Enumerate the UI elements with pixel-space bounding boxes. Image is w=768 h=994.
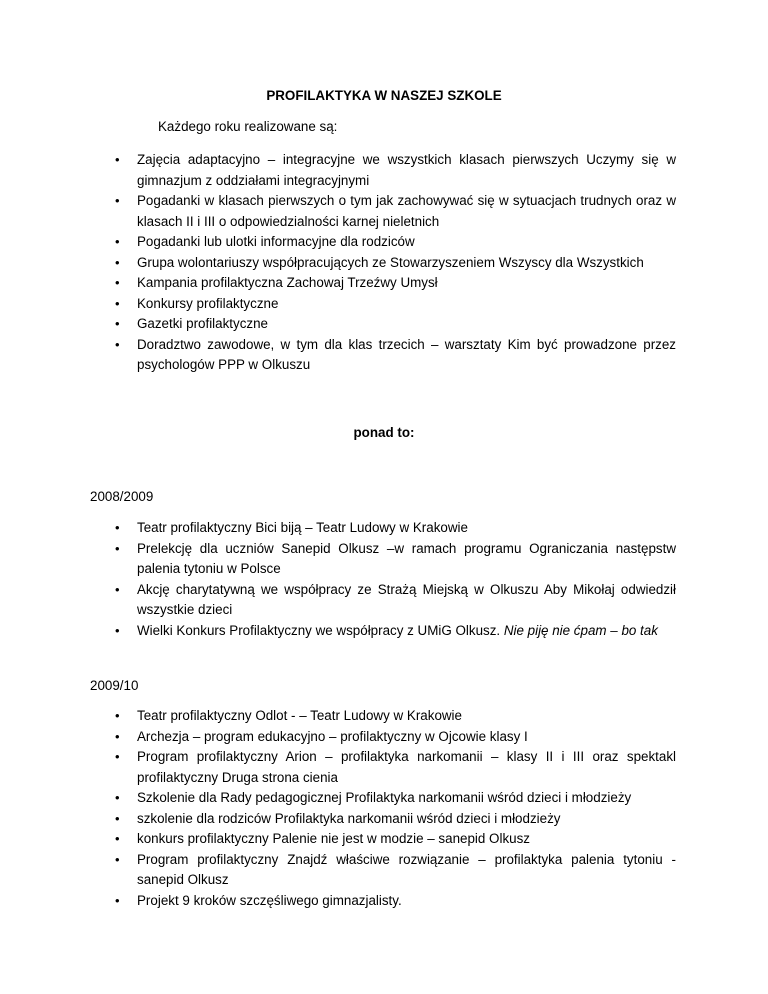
list-item [115, 314, 676, 335]
list-item [115, 518, 676, 539]
list-item-text: Wielki Konkurs Profilaktyczny we współpracy z UMiG Olkusz. [137, 622, 504, 638]
list-item [115, 539, 676, 580]
year-heading-2009: 2009/10 [90, 678, 139, 693]
year-2009-list [115, 706, 676, 911]
list-item-text: Grupa wolontariuszy współpracujących ze Stowarzyszeniem Wszyscy dla Wszystkich [137, 254, 644, 270]
list-item-text: szkolenie dla rodziców Profilaktyka narkomanii wśród dzieci i młodzieży [137, 810, 561, 826]
bullet-icon: • [115, 708, 120, 723]
list-item [115, 273, 676, 294]
bullet-icon: • [115, 540, 120, 556]
list-item-text: Kampania profilaktyczna Zachowaj Trzeźwy Umysł [137, 275, 438, 290]
bullet-icon: • [115, 295, 120, 311]
bullet-icon: • [115, 790, 120, 805]
list-item [115, 829, 676, 850]
list-item [115, 232, 676, 253]
bullet-icon: • [115, 254, 120, 270]
list-item [115, 621, 676, 642]
bullet-icon: • [115, 749, 120, 764]
list-item-text: Szkolenie dla Rady pedagogicznej Profilaktyka narkomanii wśród dzieci i młodzieży [137, 790, 632, 805]
bullet-icon: • [115, 810, 120, 826]
list-item-text: Akcję charytatywną we współpracy ze Strażą Miejską w Olkuszu Aby Mikołaj odwiedził wszystkie dzieci [137, 581, 676, 617]
list-item [115, 727, 676, 748]
list-item [115, 850, 676, 891]
bullet-icon: • [115, 892, 120, 908]
list-item [115, 335, 676, 376]
bullet-icon: • [115, 831, 120, 846]
list-item-text: Program profilaktyczny Znajdź właściwe rozwiązanie – profilaktyka palenia tytoniu - sanepid Olkusz [137, 851, 676, 887]
list-item-text: Pogadanki w klasach pierwszych o tym jak zachowywać się w sytuacjach trudnych oraz w klasach II i III o odpowiedzialności karnej nieletnich [137, 193, 676, 229]
bullet-icon: • [115, 152, 120, 167]
list-item-text: Archezja – program edukacyjno – profilaktyczny w Ojcowie klasy I [137, 728, 528, 744]
list-item-text: Teatr profilaktyczny Bici biją – Teatr Ludowy w Krakowie [137, 520, 468, 535]
list-item [115, 809, 676, 830]
bullet-icon: • [115, 336, 120, 352]
list-item-text: Teatr profilaktyczny Odlot - – Teatr Ludowy w Krakowie [137, 708, 462, 723]
bullet-icon: • [115, 316, 120, 331]
list-item [115, 891, 676, 912]
list-item-text: Prelekcję dla uczniów Sanepid Olkusz –w ramach programu Ograniczania następstw palenia tytoniu w Polsce [137, 540, 676, 576]
list-item-italic-text: Nie piję nie ćpam – bo tak [503, 622, 658, 638]
list-item [115, 706, 676, 727]
list-item [115, 294, 676, 315]
annual-activities-list [115, 150, 676, 376]
bullet-icon: • [115, 728, 120, 744]
list-item-text: Pogadanki lub ulotki informacyjne dla rodziców [137, 234, 415, 249]
list-item-text: Zajęcia adaptacyjno – integracyjne we wszystkich klasach pierwszych Uczymy się w gimnazjum z oddziałami integracyjnymi [137, 152, 676, 188]
list-item-text: Doradztwo zawodowe, w tym dla klas trzecich – warsztaty Kim być prowadzone przez psychologów PPP w Olkuszu [137, 336, 676, 372]
list-item [115, 747, 676, 788]
list-item [115, 191, 676, 232]
intro-text: Każdego roku realizowane są: [158, 119, 338, 134]
bullet-icon: • [115, 851, 120, 867]
bullet-icon: • [115, 234, 120, 249]
list-item [115, 253, 676, 274]
list-item-text: Gazetki profilaktyczne [137, 316, 268, 331]
bullet-icon: • [115, 581, 120, 597]
list-item [115, 580, 676, 621]
bullet-icon: • [115, 622, 120, 638]
bullet-icon: • [115, 275, 120, 290]
year-heading-2008: 2008/2009 [90, 489, 154, 504]
list-item-text: Program profilaktyczny Arion – profilaktyka narkomanii – klasy II i III oraz spektakl profilaktyczny Druga strona cienia [137, 749, 676, 785]
list-item-text: Projekt 9 kroków szczęśliwego gimnazjalisty. [137, 892, 402, 908]
section-subtitle: ponad to: [353, 425, 415, 440]
list-item [115, 150, 676, 191]
page-title: PROFILAKTYKA W NASZEJ SZKOLE [266, 88, 502, 103]
list-item [115, 788, 676, 809]
year-2008-list [115, 518, 676, 641]
list-item-text: Konkursy profilaktyczne [137, 295, 279, 311]
list-item-text: konkurs profilaktyczny Palenie nie jest w modzie – sanepid Olkusz [137, 831, 530, 846]
bullet-icon: • [115, 193, 120, 208]
bullet-icon: • [115, 520, 120, 535]
